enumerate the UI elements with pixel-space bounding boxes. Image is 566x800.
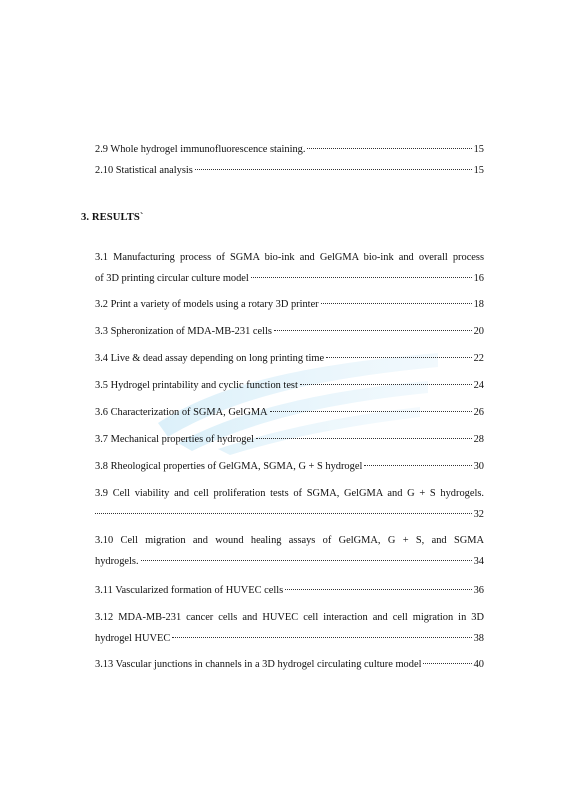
- toc-page-number: 38: [473, 633, 484, 644]
- section-heading-results: 3. RESULTS`: [81, 212, 144, 223]
- toc-entry-3-7[interactable]: [95, 429, 484, 450]
- toc-dot-leader: [256, 437, 472, 439]
- toc-page-number: 30: [473, 461, 484, 472]
- toc-page-number: 40: [473, 659, 484, 670]
- toc-entry-3-11[interactable]: [95, 580, 484, 601]
- toc-entry-title: 3.4 Live & dead assay depending on long printing time: [95, 353, 325, 364]
- toc-dot-leader: [423, 662, 471, 664]
- toc-dot-leader: [307, 147, 471, 149]
- toc-entry-title-line1: 3.10 Cell migration and wound healing assays of GelGMA, G + S, and SGMA: [95, 535, 484, 546]
- toc-entry-2-10[interactable]: [95, 160, 484, 181]
- toc-dot-leader: [321, 302, 472, 304]
- toc-entry-3-10[interactable]: [95, 530, 484, 572]
- toc-page-number: 24: [473, 380, 484, 391]
- toc-entry-title: 3.7 Mechanical properties of hydrogel: [95, 434, 254, 445]
- toc-page-number: 36: [473, 585, 484, 596]
- toc-page-number: 16: [473, 273, 484, 284]
- toc-entry-2-9[interactable]: [95, 139, 484, 160]
- toc-entry-3-4[interactable]: [95, 348, 484, 369]
- toc-entry-title: 3.13 Vascular junctions in channels in a 3D hydrogel circulating culture model: [95, 659, 422, 670]
- toc-entry-title: 2.9 Whole hydrogel immunofluorescence staining.: [95, 144, 306, 155]
- toc-page-number: 20: [473, 326, 484, 337]
- toc-dot-leader: [285, 588, 471, 590]
- toc-entry-3-8[interactable]: [95, 456, 484, 477]
- toc-page-number: 15: [473, 144, 484, 155]
- toc-entry-title: hydrogel HUVEC: [95, 633, 171, 644]
- toc-dot-leader: [326, 356, 471, 358]
- toc-dot-leader: [195, 168, 472, 170]
- toc-page-number: 18: [473, 299, 484, 310]
- toc-entry-title-line1: 3.9 Cell viability and cell proliferation tests of SGMA, GelGMA and G + S hydrogels.: [95, 488, 484, 499]
- toc-entry-title: 2.10 Statistical analysis: [95, 165, 193, 176]
- toc-dot-leader: [300, 383, 472, 385]
- toc-entry-title: 3.6 Characterization of SGMA, GelGMA: [95, 407, 268, 418]
- toc-entry-title: hydrogels.: [95, 556, 139, 567]
- toc-page-number: 26: [473, 407, 484, 418]
- toc-entry-title: of 3D printing circular culture model: [95, 273, 249, 284]
- toc-entry-3-6[interactable]: [95, 402, 484, 423]
- toc-dot-leader: [141, 559, 472, 561]
- toc-dot-leader: [270, 410, 472, 412]
- toc-entry-title: 3.11 Vascularized formation of HUVEC cells: [95, 585, 284, 596]
- toc-entry-title: 3.5 Hydrogel printability and cyclic function test: [95, 380, 298, 391]
- toc-page-number: 22: [473, 353, 484, 364]
- toc-entry-title-line1: 3.12 MDA-MB-231 cancer cells and HUVEC cell interaction and cell migration in 3D: [95, 612, 484, 623]
- toc-page-number: 32: [473, 509, 484, 520]
- toc-page-number: 34: [473, 556, 484, 567]
- toc-dot-leader: [172, 636, 471, 638]
- toc-entry-3-9[interactable]: [95, 483, 484, 525]
- toc-dot-leader: [364, 464, 471, 466]
- toc-dot-leader: [274, 329, 472, 331]
- toc-entry-title-line1: 3.1 Manufacturing process of SGMA bio-ink and GelGMA bio-ink and overall process: [95, 252, 484, 263]
- toc-entry-title: 3.3 Spheronization of MDA-MB-231 cells: [95, 326, 272, 337]
- toc-entry-3-1[interactable]: [95, 247, 484, 289]
- toc-entry-title: 3.2 Print a variety of models using a rotary 3D printer: [95, 299, 319, 310]
- toc-entry-3-2[interactable]: [95, 294, 484, 315]
- toc-entry-3-5[interactable]: [95, 375, 484, 396]
- toc-dot-leader: [251, 276, 472, 278]
- toc-entry-3-13[interactable]: [95, 654, 484, 675]
- toc-entry-3-3[interactable]: [95, 321, 484, 342]
- toc-dot-leader: [95, 512, 472, 514]
- toc-page-number: 15: [473, 165, 484, 176]
- toc-entry-title: 3.8 Rheological properties of GelGMA, SGMA, G + S hydrogel: [95, 461, 363, 472]
- toc-entry-3-12[interactable]: [95, 607, 484, 649]
- toc-page-number: 28: [473, 434, 484, 445]
